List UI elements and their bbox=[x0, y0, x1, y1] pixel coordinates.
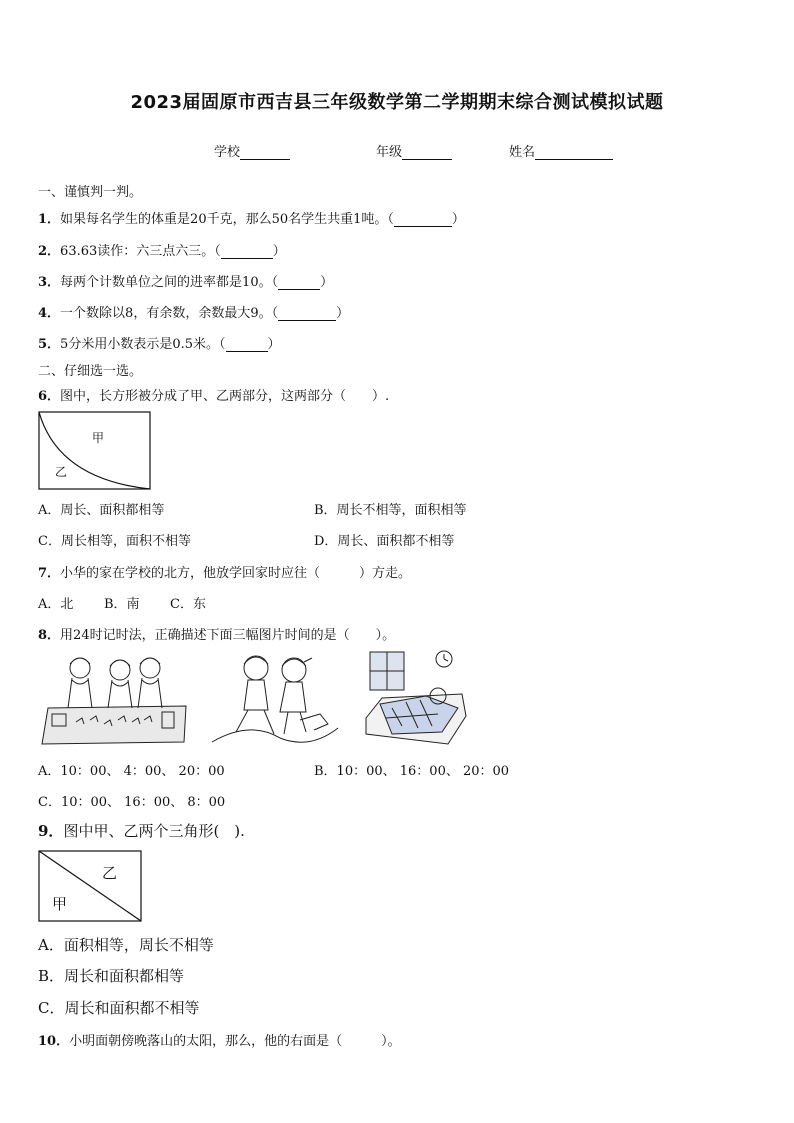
question-9 bbox=[38, 820, 245, 841]
question-text: 小华的家在学校的北方，他放学回家时应往（ ）方走。 bbox=[60, 566, 412, 581]
rectangle-curve-figure bbox=[38, 411, 152, 491]
question-3 bbox=[38, 271, 333, 290]
paren-close: ） bbox=[320, 275, 334, 290]
answer-blank[interactable] bbox=[221, 245, 273, 259]
question-10 bbox=[38, 1030, 401, 1049]
rectangle-diagonal-figure bbox=[38, 850, 142, 922]
question-number: 7． bbox=[38, 566, 61, 581]
answer-blank[interactable] bbox=[394, 213, 452, 227]
question-6 bbox=[38, 385, 389, 404]
q8-option-b[interactable]: B．10：00、 16：00、 20：00 bbox=[314, 764, 510, 779]
paren-close: ） bbox=[272, 244, 286, 259]
children-crafting-illustration bbox=[38, 650, 190, 750]
question-8 bbox=[38, 624, 395, 643]
q6-option-c[interactable]: C．周长相等，面积不相等 bbox=[38, 534, 191, 549]
question-text: 图中，长方形被分成了甲、乙两部分，这两部分（ ）. bbox=[60, 389, 390, 404]
label-yi: 乙 bbox=[102, 864, 118, 882]
question-4 bbox=[38, 302, 349, 321]
question-2 bbox=[38, 240, 286, 259]
question-text: 如果每名学生的体重是20千克，那么50名学生共重1吨。（ bbox=[60, 212, 394, 227]
school-label: 学校 bbox=[214, 145, 241, 160]
answer-blank[interactable] bbox=[278, 307, 336, 321]
question-7 bbox=[38, 562, 411, 581]
label-jia: 甲 bbox=[52, 895, 68, 913]
name-blank[interactable] bbox=[535, 146, 613, 160]
q6-option-d[interactable]: D．周长、面积都不相等 bbox=[314, 534, 455, 549]
q9-option-c[interactable]: C．周长和面积都不相等 bbox=[38, 999, 200, 1017]
children-walking-illustration bbox=[210, 650, 340, 750]
grade-field bbox=[376, 141, 452, 160]
question-number: 9． bbox=[38, 822, 64, 840]
grade-blank[interactable] bbox=[402, 146, 452, 160]
school-blank[interactable] bbox=[240, 146, 290, 160]
section-heading-2: 二、仔细选一选。 bbox=[38, 364, 143, 379]
question-number: 1． bbox=[38, 212, 61, 227]
question-text: 63.63读作：六三点六三。（ bbox=[60, 244, 221, 259]
q7-option-c[interactable]: C．东 bbox=[170, 597, 206, 612]
q6-option-a[interactable]: A．周长、面积都相等 bbox=[38, 503, 165, 518]
paren-close: ） bbox=[336, 306, 350, 321]
q9-option-a[interactable]: A．面积相等，周长不相等 bbox=[38, 936, 214, 954]
question-text: 图中甲、乙两个三角形( ). bbox=[63, 822, 245, 840]
paren-close: ） bbox=[267, 337, 281, 352]
question-number: 2． bbox=[38, 244, 61, 259]
question-number: 5． bbox=[38, 337, 61, 352]
question-text: 每两个计数单位之间的进率都是10。（ bbox=[60, 275, 279, 290]
q7-option-a[interactable]: A．北 bbox=[38, 597, 74, 612]
question-text: 用24时记时法，正确描述下面三幅图片时间的是（ ）。 bbox=[60, 628, 396, 643]
question-number: 4． bbox=[38, 306, 61, 321]
q9-option-b[interactable]: B．周长和面积都相等 bbox=[38, 967, 185, 985]
question-number: 10． bbox=[38, 1034, 70, 1049]
q8-option-c[interactable]: C．10：00、 16：00、 8：00 bbox=[38, 795, 226, 810]
question-1 bbox=[38, 208, 465, 227]
question-text: 小明面朝傍晚落山的太阳，那么，他的右面是（ ）。 bbox=[69, 1034, 401, 1049]
question-text: 一个数除以8，有余数，余数最大9。（ bbox=[60, 306, 279, 321]
label-jia: 甲 bbox=[92, 431, 105, 445]
school-field bbox=[214, 141, 290, 160]
question-number: 3． bbox=[38, 275, 61, 290]
q6-option-b[interactable]: B．周长不相等，面积相等 bbox=[314, 503, 467, 518]
paren-close: ） bbox=[451, 212, 465, 227]
section-heading-1: 一、谨慎判一判。 bbox=[38, 185, 143, 200]
name-field bbox=[509, 141, 613, 160]
question-number: 8． bbox=[38, 628, 61, 643]
q8-option-a[interactable]: A．10：00、 4：00、 20：00 bbox=[38, 764, 225, 779]
name-label: 姓名 bbox=[509, 145, 536, 160]
question-number: 6． bbox=[38, 389, 61, 404]
grade-label: 年级 bbox=[376, 145, 403, 160]
question-5 bbox=[38, 333, 281, 352]
label-yi: 乙 bbox=[55, 465, 68, 479]
answer-blank[interactable] bbox=[226, 338, 268, 352]
child-sleeping-illustration bbox=[362, 648, 472, 750]
question-text: 5分米用小数表示是0.5米。（ bbox=[60, 337, 226, 352]
q7-option-b[interactable]: B．南 bbox=[104, 597, 140, 612]
page-title: 2023届固原市西吉县三年级数学第二学期期末综合测试模拟试题 bbox=[130, 92, 664, 113]
answer-blank[interactable] bbox=[278, 276, 320, 290]
